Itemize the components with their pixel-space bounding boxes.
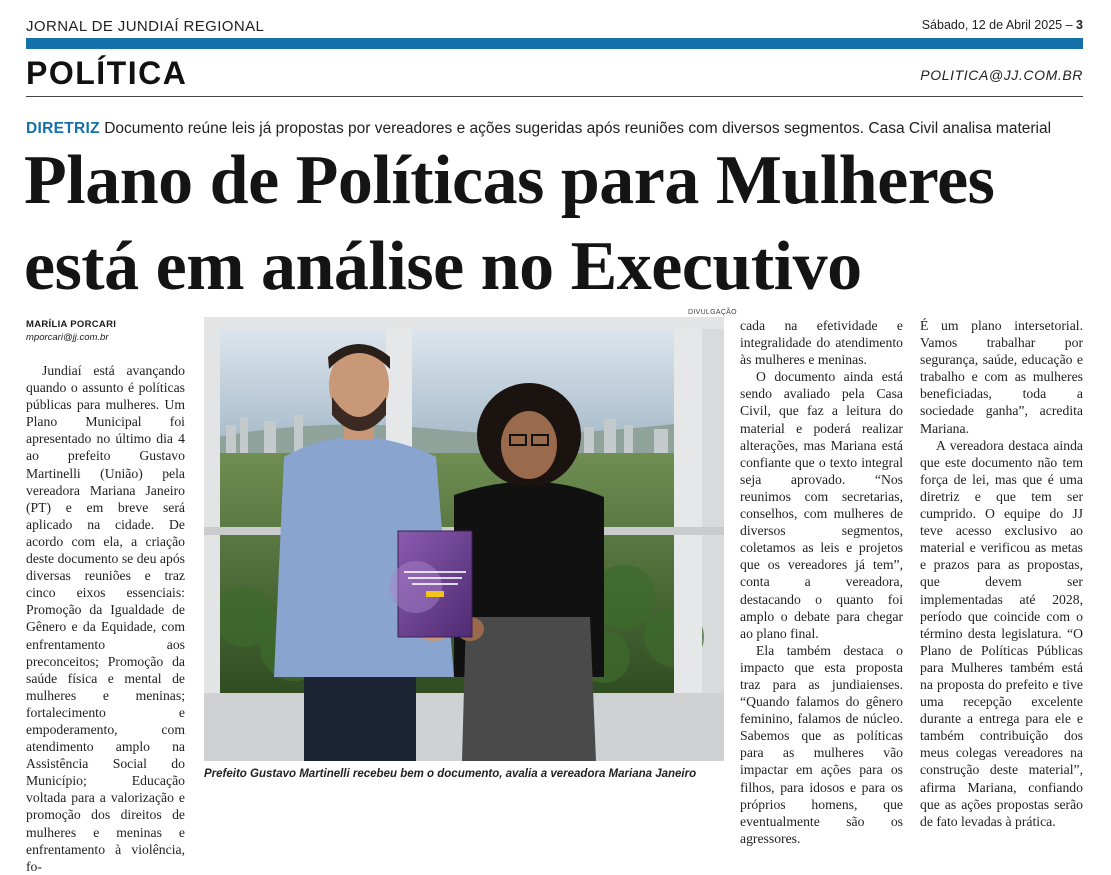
photo-caption: Prefeito Gustavo Martinelli recebeu bem o documento, avalia a vereadora Mariana Janeiro [204,768,697,780]
article-column-3 [740,317,903,847]
kicker-text: Documento reúne leis já propostas por vereadores e ações sugeridas após reuniões com diversos segmentos. Casa Civil analisa material [104,120,1052,137]
article-column-4 [920,317,1083,830]
kicker-label: DIRETRIZ [26,120,100,137]
section-title: POLÍTICA [26,55,188,91]
article-paragraph: O documento ainda está sendo avaliado pela Casa Civil, que faz a leitura do material e poderá realizar alterações, mas Mariana está confiante que o texto integral seja aprovado. “Nos reunimos com secretarias, conselhos, com mulheres de diversos segmentos, coletamos as leis e projetos que os vereadores já tem”, conta a vereadora, destacando o quanto foi amplo o debate para chegar ao plano final. [740,369,903,641]
article-column-1 [26,362,185,875]
kicker [26,120,1083,138]
article-paragraph: A vereadora destaca ainda que este documento não tem força de lei, mas que é uma diretriz e que tem ser cumprido. O equipe do JJ teve acesso exclusivo ao material e verificou as metas e prazos para as propostas, que devem ser implementadas até 2028, período que coincide com o término desta legislatura. “O Plano de Políticas Públicas para Mulheres também está na proposta do prefeito e tive uma recepção excelente durante a entrega para ele e também contribuição dos meus colegas vereadores na construção deste material”, afirma Mariana, confiando que as ações propostas serão de fato levadas à prática. [920,437,1083,829]
byline-email-link[interactable]: mporcari@jj.com.br [26,332,109,343]
headline [24,138,1089,310]
section-email-link[interactable]: POLITICA@JJ.COM.BR [920,67,1083,83]
article-paragraph: cada na efetividade e integralidade do atendimento às mulheres e meninas. [740,318,903,368]
masthead-color-bar [26,38,1083,49]
headline-line-2: está em análise no Executivo [24,228,862,305]
byline-author: MARÍLIA PORCARI [26,319,117,330]
edition-info [922,18,1083,32]
headline-line-1: Plano de Políticas para Mulheres [24,142,995,219]
photo-illustration [204,317,724,761]
article-paragraph: Ela também destaca o impacto que esta proposta traz para as jundiaienses. “Quando falamos do gênero feminino, falamos de núcleo. Sabemos que as políticas para as mulheres vão impactar em ações para os filhos, para idosos e para os próprios homens, que eventualmente são os agressores. [740,642,903,846]
article-paragraph: É um plano intersetorial. Vamos trabalhar por segurança, saúde, educação e trabalho e com as mulheres beneficiadas, toda a sociedade ganha”, acredita Mariana. [920,318,1083,436]
edition-date: Sábado, 12 de Abril 2025 [921,18,1063,32]
photo-credit: DIVULGAÇÃO [688,309,737,316]
edition-separator: – [1065,18,1073,32]
plan-booklet [390,531,472,637]
article-photo [204,317,724,761]
section-divider [26,96,1083,97]
newspaper-name: JORNAL DE JUNDIAÍ REGIONAL [26,18,265,35]
article-paragraph: Jundiaí está avançando quando o assunto é políticas públicas para mulheres. Um Plano Municipal foi apresentado no último dia 4 ao prefeito Gustavo Martinelli (União) pela vereadora Mariana Janeiro (PT) e em breve será aplicado na cidade. De acordo com ela, a criação deste documento se deu após diversas reuniões e traz cinco eixos essenciais: Promoção da Igualdade de Gênero e da Equidade, com enfrentamento aos preconceitos; Promoção da saúde física e mental de mulheres e meninas; fortalecimento e empoderamento, com atendimento amplo na Assistência Social do Município; Educação voltada para a valorização e promoção dos direitos de mulheres e meninas e enfrentamento à violência, fo- [26,363,185,874]
page-number: 3 [1076,18,1083,32]
byline [26,319,191,343]
